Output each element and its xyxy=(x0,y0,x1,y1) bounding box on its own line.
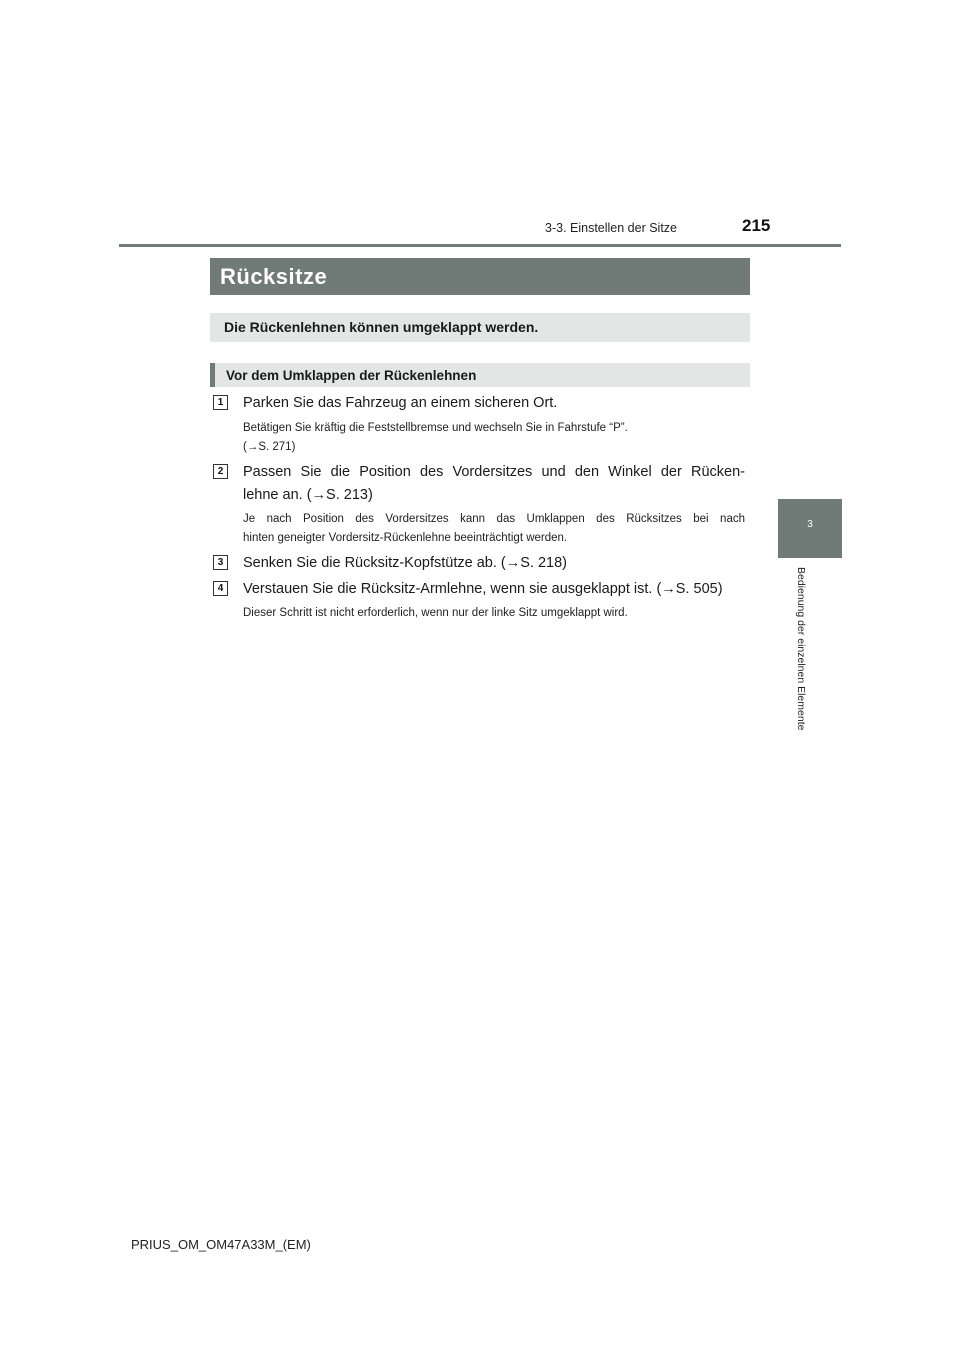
header-rule xyxy=(119,244,841,247)
step-badge-1: 1 xyxy=(213,395,228,410)
sub-heading-text: Vor dem Umklappen der Rückenlehnen xyxy=(226,368,477,383)
chapter-tab xyxy=(778,499,842,558)
sub-heading xyxy=(210,363,750,387)
step-badge-3: 3 xyxy=(213,555,228,570)
step-1-note-line-1: Betätigen Sie kräftig die Feststellbremse und wechseln Sie in Fahrstufe “P”. xyxy=(243,422,628,434)
chapter-number: 3 xyxy=(807,519,813,530)
step-1-note-line-2: (→S. 271) xyxy=(243,441,296,453)
page-number: 215 xyxy=(742,216,771,235)
step-2-note-line-2: hinten geneigter Vordersitz-Rückenlehne beeinträchtigt werden. xyxy=(243,532,568,544)
step-1-text: Parken Sie das Fahrzeug an einem sicheren Ort. xyxy=(243,395,558,411)
header-section-title: 3-3. Einstellen der Sitze xyxy=(545,221,678,235)
chapter-title: Bedienung der einzelnen Elemente xyxy=(795,567,807,731)
step-2-text-line-1: Passen Sie die Position des Vordersitzes und den Winkel der Rücken- xyxy=(243,464,745,480)
step-2-note-line-1: Je nach Position des Vordersitzes kann das Umklappen des Rücksitzes bei nach xyxy=(243,513,745,525)
summary-box: Die Rückenlehnen können umgeklappt werden. xyxy=(210,313,750,342)
step-badge-4: 4 xyxy=(213,581,228,596)
step-2-text-line-2: lehne an. (→S. 213) xyxy=(243,487,373,503)
step-4-note: Dieser Schritt ist nicht erforderlich, wenn nur der linke Sitz umgeklappt wird. xyxy=(243,607,628,619)
page-title: Rücksitze xyxy=(210,258,750,295)
sub-heading-accent-bar xyxy=(210,363,215,387)
step-badge-2: 2 xyxy=(213,464,228,479)
step-3-text: Senken Sie die Rücksitz-Kopfstütze ab. (→S. 218) xyxy=(243,555,567,571)
footer-doc-code: PRIUS_OM_OM47A33M_(EM) xyxy=(131,1237,311,1252)
step-4-text: Verstauen Sie die Rücksitz-Armlehne, wenn sie ausgeklappt ist. (→S. 505) xyxy=(243,581,723,597)
